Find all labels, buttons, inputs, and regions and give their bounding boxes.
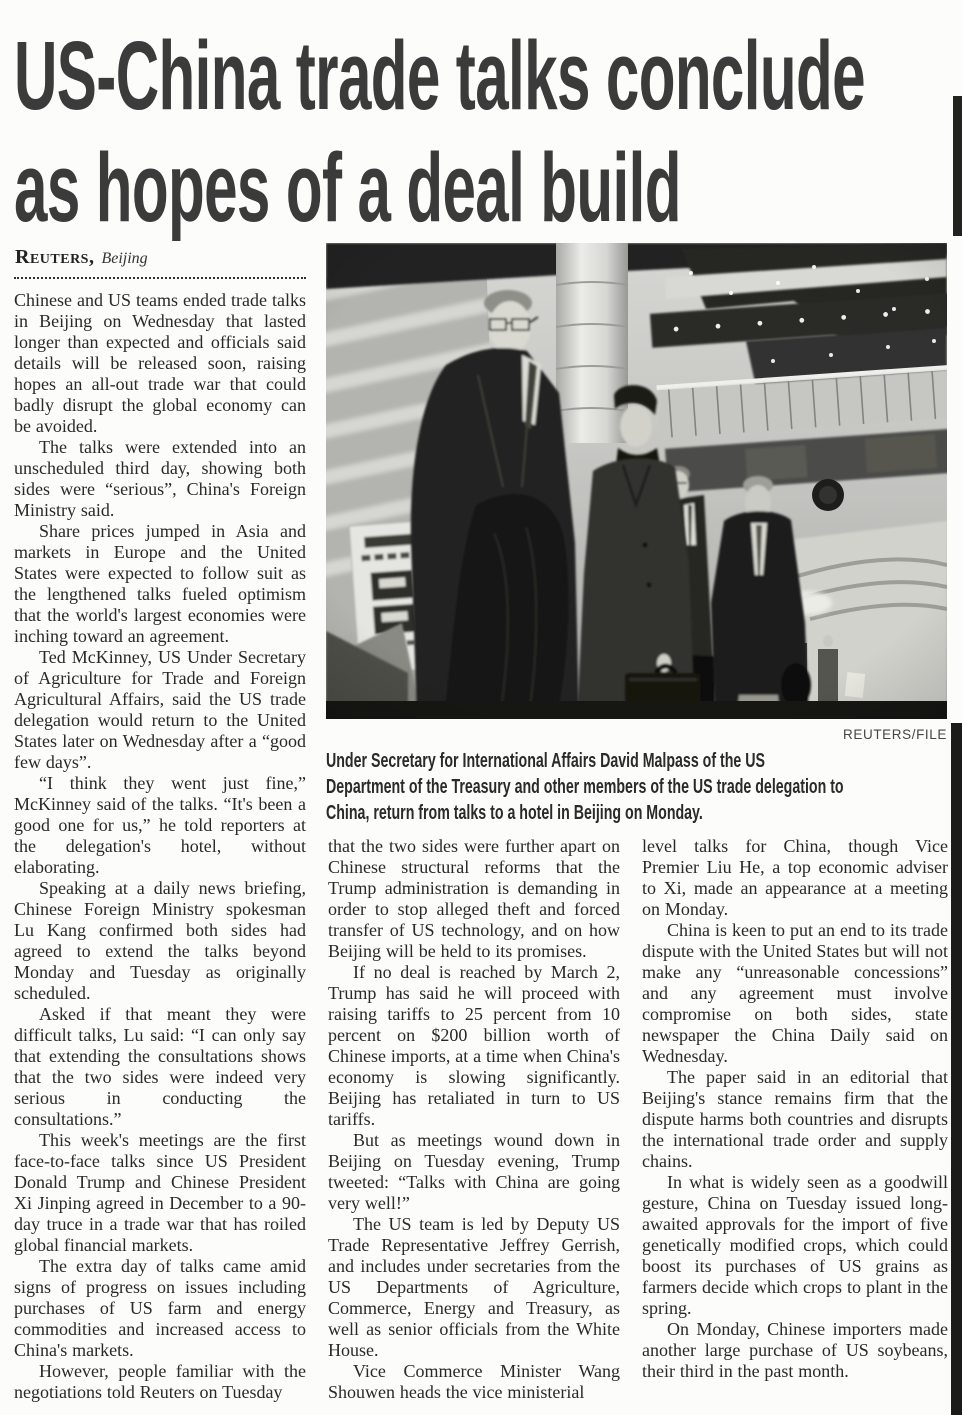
paragraph: The talks were extended into an unscheduled third day, showing both sides were “serious”, China's Foreign Ministry said.: [14, 437, 306, 520]
article-headline: [14, 20, 962, 244]
paragraph: Chinese and US teams ended trade talks in Beijing on Wednesday that lasted longer than expected and officials said details will be released soon, raising hopes an all-out trade war that could badly disrupt the global economy can be avoided.: [14, 290, 306, 436]
headline-line-2: as hopes of a deal build: [14, 133, 681, 242]
paragraph: In what is widely seen as a goodwill gesture, China on Tuesday issued long-awaited approvals for the import of five genetically modified crops, which could boost its purchases of US grains as farmers decide which crops to plant in the spring.: [642, 1172, 948, 1318]
paragraph: Speaking at a daily news briefing, Chinese Foreign Ministry spokesman Lu Kang confirmed both sides had agreed to extend the talks beyond Monday and Tuesday as originally scheduled.: [14, 878, 306, 1003]
byline-agency: Reuters,: [15, 246, 95, 268]
paragraph: This week's meetings are the first face-to-face talks since US President Donald Trump and Chinese President Xi Jinping agreed in December to a 90-day truce in a trade war that has roiled global financial markets.: [14, 1130, 306, 1255]
paragraph: “I think they went just fine,” McKinney said of the talks. “It's been a good one for us,” he told reporters at the delegation's hotel, without elaborating.: [14, 773, 306, 877]
article-column-2: [328, 836, 620, 1412]
article-photo: [326, 243, 947, 719]
paragraph: The extra day of talks came amid signs of progress on issues including purchases of US farm and energy commodities and increased access to China's markets.: [14, 1256, 306, 1360]
photo-caption: Under Secretary for International Affairs David Malpass of the US Department of the Treasury and other members of the US trade delegation to China, return from talks to a hotel in Beijing on Monday.: [326, 750, 844, 824]
paragraph: However, people familiar with the negotiations told Reuters on Tuesday: [14, 1361, 306, 1402]
photo-credit: REUTERS/FILE: [843, 727, 947, 742]
paragraph: If no deal is reached by March 2, Trump has said he will proceed with raising tariffs to 25 percent from 10 percent on $200 billion worth of Chinese imports, at a time when China's economy is slowing significantly. Beijing has retaliated in turn to US tariffs.: [328, 962, 620, 1129]
paragraph: Asked if that meant they were difficult talks, Lu said: “I can only say that extending the consultations shows that the two sides were indeed very serious in conducting the consultations.”: [14, 1004, 306, 1129]
paragraph: On Monday, Chinese importers made another large purchase of US soybeans, their third in the past month.: [642, 1319, 948, 1381]
article-photo-image: [326, 243, 947, 719]
paragraph: China is keen to put an end to its trade dispute with the United States but will not make any “unreasonable concessions” and any agreement must involve compromise on both sides, state newspaper the China Daily said on Wednesday.: [642, 920, 948, 1066]
byline: [15, 246, 148, 269]
scan-edge-artifact-bottom: [951, 723, 962, 1415]
paragraph: Ted McKinney, US Under Secretary of Agriculture for Trade and Foreign Agricultural Affairs, said the US trade delegation would return to the United States later on Wednesday after a “good few days”.: [14, 647, 306, 772]
paragraph: level talks for China, though Vice Premier Liu He, a top economic adviser to Xi, made an appearance at a meeting on Monday.: [642, 836, 948, 919]
paragraph: But as meetings wound down in Beijing on Tuesday evening, Trump tweeted: “Talks with China are going very well!”: [328, 1130, 620, 1213]
paragraph: that the two sides were further apart on Chinese structural reforms that the Trump administration is demanding in order to stop alleged theft and forced transfer of US technology, and on how Beijing will be held to its promises.: [328, 836, 620, 961]
article-column-3: [642, 836, 948, 1412]
paragraph: The paper said in an editorial that Beijing's stance remains firm that the dispute harms both countries and disrupts the international trade order and supply chains.: [642, 1067, 948, 1171]
scan-edge-artifact-top: [953, 96, 962, 236]
byline-location: Beijing: [101, 250, 148, 267]
paragraph: Vice Commerce Minister Wang Shouwen heads the vice ministerial: [328, 1361, 620, 1402]
headline-line-1: US-China trade talks conclude: [14, 21, 865, 130]
paragraph: Share prices jumped in Asia and markets in Europe and the United States were expected to follow suit as the lengthened talks fueled optimism that the world's largest economies were inching toward an agreement.: [14, 521, 306, 646]
byline-divider: [14, 277, 306, 279]
paragraph: The US team is led by Deputy US Trade Representative Jeffrey Gerrish, and includes under secretaries from the US Departments of Agriculture, Commerce, Energy and Treasury, as well as senior officials from the White House.: [328, 1214, 620, 1360]
article-column-1: [14, 290, 306, 1408]
